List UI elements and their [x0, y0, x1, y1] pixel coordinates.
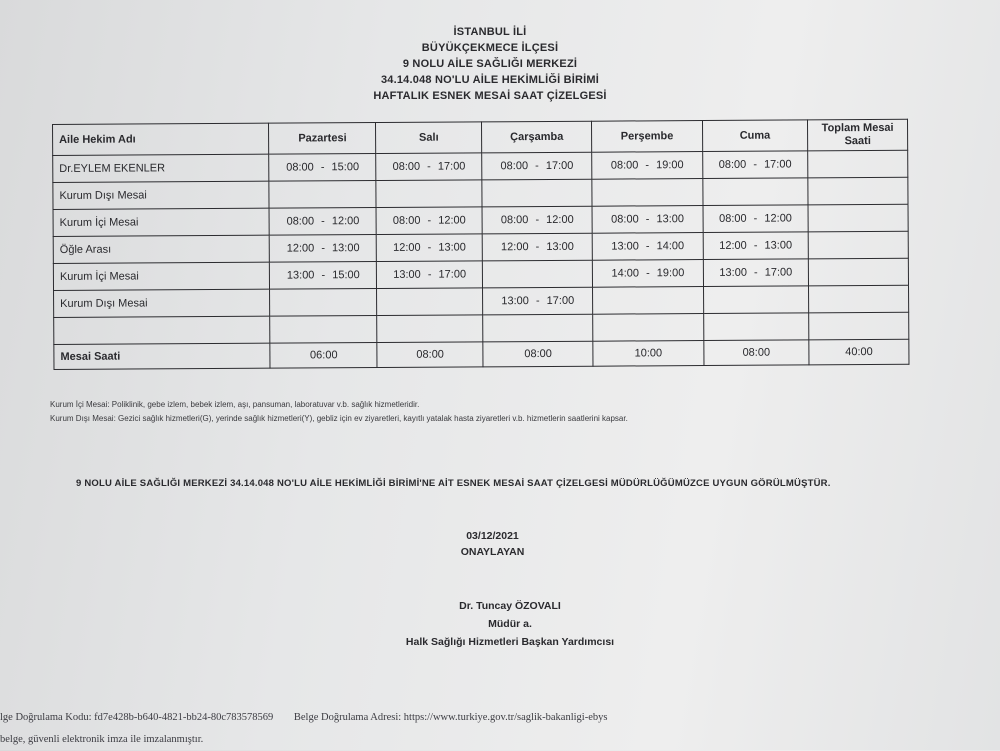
time-cell: [703, 286, 809, 314]
time-cell: [482, 179, 592, 207]
time-cell: [808, 204, 908, 232]
header-district: BÜYÜKÇEKMECE İLÇESİ: [421, 42, 559, 54]
signature-block: [360, 597, 660, 651]
time-cell: 12:00 - 13:00: [703, 232, 809, 260]
total-cell: 08:00: [377, 342, 483, 368]
signer-title: Müdür a.: [488, 618, 532, 630]
note-internal: Kurum İçi Mesai: Poliklinik, gebe izlem, bebek izlem, aşı, pansuman, laboratuvar v.b. sağlık hizmetleridir.: [50, 400, 420, 409]
total-row: [54, 339, 909, 369]
time-cell: [377, 315, 483, 343]
time-cell: [808, 150, 908, 178]
time-cell: [702, 178, 808, 206]
time-cell: [377, 288, 483, 316]
header-province: İSTANBUL İLİ: [453, 26, 527, 38]
time-cell: [593, 314, 703, 342]
column-header: Toplam Mesai Saati: [808, 119, 908, 151]
column-header: Pazartesi: [269, 123, 376, 155]
total-cell: 08:00: [483, 341, 593, 367]
column-header: Salı: [376, 122, 482, 154]
row-label: [54, 316, 270, 344]
total-cell: 40:00: [809, 339, 909, 365]
time-cell: 08:00 - 12:00: [703, 205, 809, 233]
total-cell: 10:00: [593, 341, 703, 367]
time-cell: 08:00 - 12:00: [482, 206, 592, 234]
row-label: Öğle Arası: [53, 235, 269, 263]
signer-position: Halk Sağlığı Hizmetleri Başkan Yardımcısı: [405, 636, 615, 648]
signer-name: Dr. Tuncay ÖZOVALI: [459, 600, 561, 612]
time-cell: [482, 260, 592, 288]
time-cell: 08:00 - 17:00: [702, 151, 808, 179]
schedule-table: [52, 119, 909, 370]
date-block: [400, 528, 585, 560]
time-cell: [269, 181, 376, 209]
time-cell: 12:00 - 13:00: [269, 235, 376, 263]
row-label: Kurum İçi Mesai: [53, 208, 269, 236]
approval-statement: 9 NOLU AİLE SAĞLIĞI MERKEZİ 34.14.048 NO'LU AİLE HEKİMLİĞİ BİRİMİ'NE AİT ESNEK MESAİ SAAT ÇİZELGESİ MÜDÜRLÜĞÜMÜZCE UYGUN GÖRÜLMÜŞTÜR.: [76, 478, 831, 489]
time-cell: [809, 258, 909, 286]
time-cell: 12:00 - 13:00: [377, 234, 483, 262]
time-cell: 08:00 - 19:00: [592, 152, 702, 180]
time-cell: [809, 312, 909, 340]
time-cell: 08:00 - 12:00: [269, 208, 376, 236]
header-unit: 34.14.048 NO'LU AİLE HEKİMLİĞİ BİRİMİ: [380, 74, 600, 86]
time-cell: 13:00 - 17:00: [377, 261, 483, 289]
column-header: Cuma: [702, 120, 808, 152]
column-header: Aile Hekim Adı: [53, 123, 269, 155]
note-external: Kurum Dışı Mesai: Gezici sağlık hizmetleri(G), yerinde sağlık hizmetleri(Y), gebliz için ev ziyaretleri, kayıtlı yatalak hasta ziyaretleri v.b. hizmetlerin saatlerini kapsar.: [50, 414, 628, 423]
time-cell: 14:00 - 19:00: [593, 260, 703, 288]
time-cell: 08:00 - 13:00: [592, 206, 702, 234]
time-cell: [270, 316, 377, 344]
row-label: Kurum İçi Mesai: [53, 262, 269, 290]
time-cell: 12:00 - 13:00: [482, 233, 592, 261]
total-cell: 06:00: [270, 343, 377, 369]
total-label: Mesai Saati: [54, 343, 270, 369]
approval-date: 03/12/2021: [466, 530, 519, 542]
header-schedule-title: HAFTALIK ESNEK MESAİ SAAT ÇİZELGESİ: [373, 90, 607, 102]
total-cell: 08:00: [703, 340, 809, 366]
e-signature-note: belge, güvenli elektronik imza ile imzalanmıştır.: [0, 734, 204, 745]
row-label: Dr.EYLEM EKENLER: [53, 154, 269, 182]
footer: [0, 707, 1000, 751]
time-cell: 13:00 - 15:00: [270, 262, 377, 290]
time-cell: 08:00 - 12:00: [376, 207, 482, 235]
document-header: [300, 24, 680, 104]
verification-code: lge Doğrulama Kodu: fd7e428b-b640-4821-bb24-80c783578569: [0, 712, 274, 723]
column-header: Perşembe: [592, 121, 702, 153]
time-cell: [270, 289, 377, 317]
time-cell: 13:00 - 14:00: [593, 233, 703, 261]
time-cell: [593, 287, 703, 315]
verification-address: Belge Doğrulama Adresi: https://www.turkiye.gov.tr/saglik-bakanligi-ebys: [293, 712, 608, 723]
time-cell: [808, 177, 908, 205]
column-header: Çarşamba: [482, 121, 592, 153]
time-cell: 08:00 - 15:00: [269, 154, 376, 182]
time-cell: 08:00 - 17:00: [376, 153, 482, 181]
time-cell: [703, 313, 809, 341]
approver-label: ONAYLAYAN: [460, 546, 525, 558]
time-cell: 13:00 - 17:00: [703, 259, 809, 287]
time-cell: 08:00 - 17:00: [482, 152, 592, 180]
time-cell: 13:00 - 17:00: [483, 287, 593, 315]
row-label: Kurum Dışı Mesai: [54, 289, 270, 317]
time-cell: [808, 231, 908, 259]
time-cell: [483, 314, 593, 342]
notes: [50, 398, 628, 426]
time-cell: [376, 180, 482, 208]
time-cell: [809, 285, 909, 313]
time-cell: [592, 179, 702, 207]
header-health-center: 9 NOLU AİLE SAĞLIĞI MERKEZİ: [402, 58, 578, 70]
row-label: Kurum Dışı Mesai: [53, 181, 269, 209]
